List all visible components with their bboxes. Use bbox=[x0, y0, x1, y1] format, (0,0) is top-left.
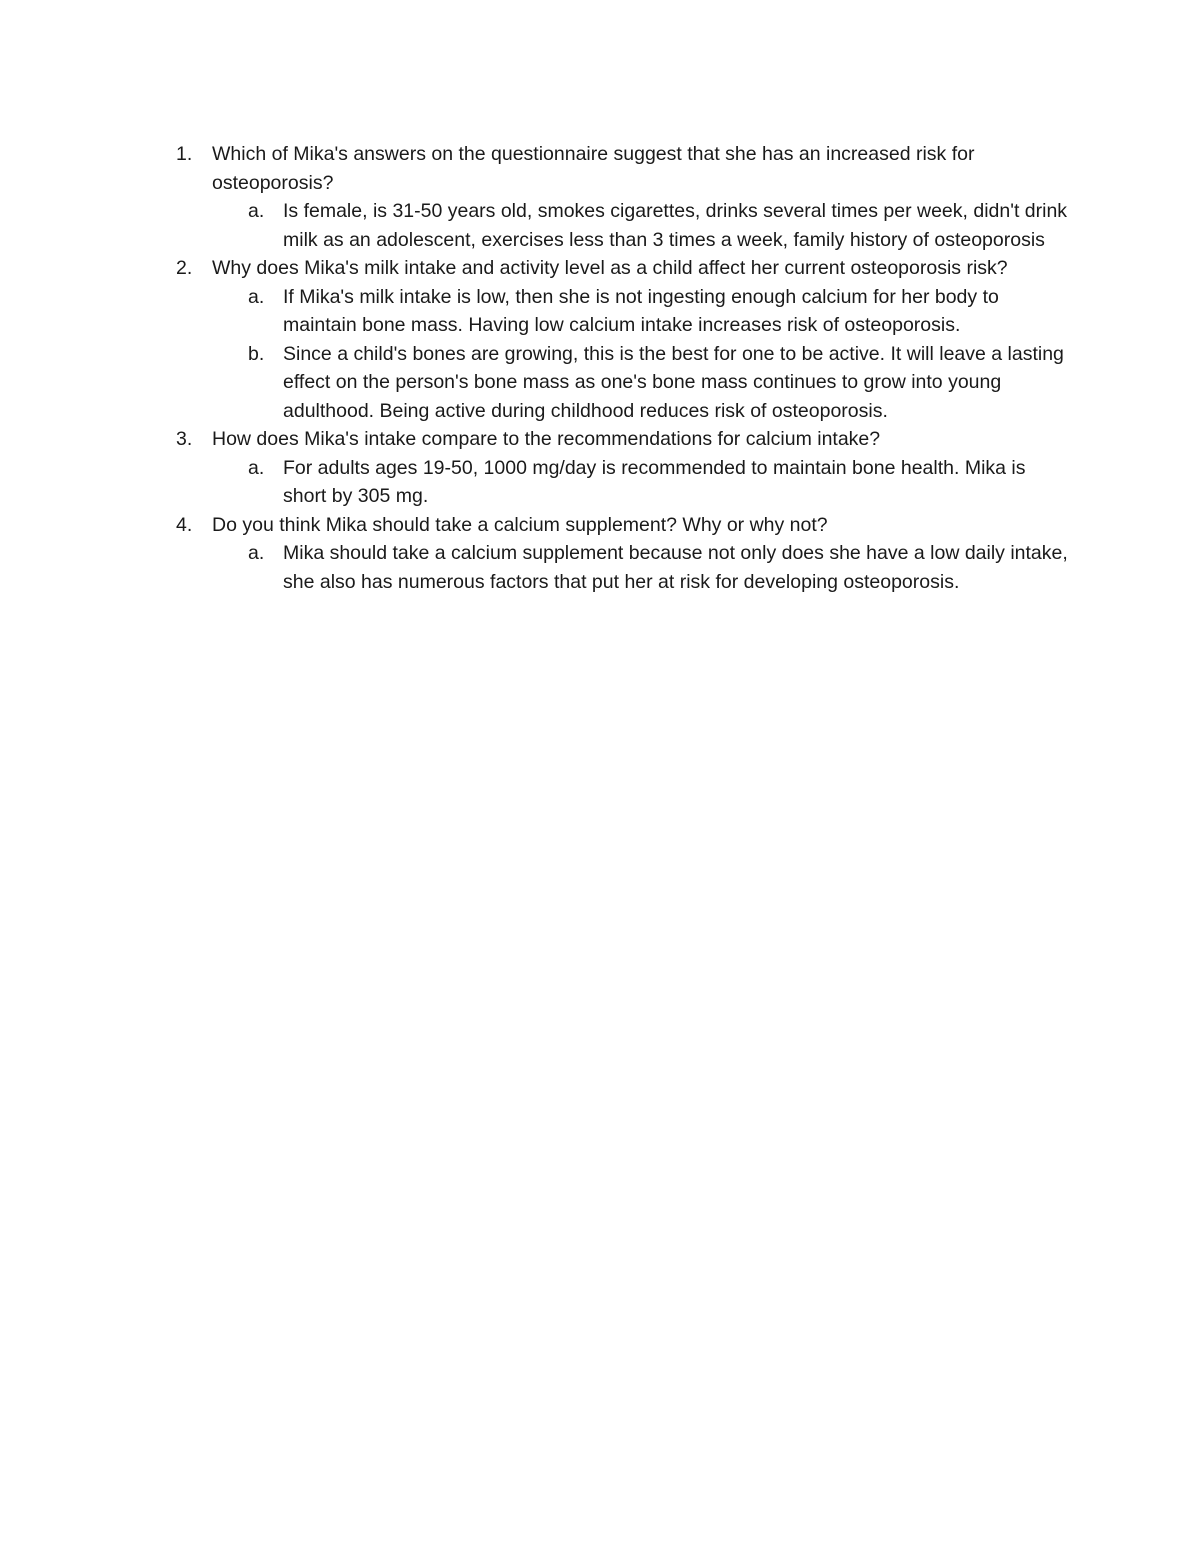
question-number: 3. bbox=[176, 428, 193, 450]
question-item-1 bbox=[170, 140, 1070, 254]
question-text: Which of Mika's answers on the questionnaire suggest that she has an increased risk for osteoporosis? bbox=[212, 143, 975, 194]
answer-item bbox=[212, 539, 1070, 596]
answer-text: For adults ages 19-50, 1000 mg/day is recommended to maintain bone health. Mika is short by 305 mg. bbox=[283, 456, 1026, 507]
question-number: 1. bbox=[176, 143, 193, 165]
answer-letter: a. bbox=[248, 542, 265, 564]
question-text: Why does Mika's milk intake and activity level as a child affect her current osteoporosis risk? bbox=[212, 257, 1008, 279]
question-item-3 bbox=[170, 425, 1070, 511]
answer-item bbox=[212, 340, 1070, 426]
answer-letter: a. bbox=[248, 200, 265, 222]
answer-letter: a. bbox=[248, 456, 265, 479]
question-text: Do you think Mika should take a calcium supplement? Why or why not? bbox=[212, 513, 828, 536]
question-list bbox=[170, 140, 1070, 596]
answer-list bbox=[212, 197, 1070, 254]
answer-item bbox=[212, 454, 1070, 511]
answer-text: Is female, is 31-50 years old, smokes cigarettes, drinks several times per week, didn't drink milk as an adolescent, exercises less than 3 times a week, family history of osteoporosis bbox=[283, 200, 1068, 251]
answer-text: If Mika's milk intake is low, then she is not ingesting enough calcium for her body to maintain bone mass. Having low calcium intake increases risk of osteoporosis. bbox=[283, 285, 999, 336]
question-number: 4. bbox=[176, 513, 193, 536]
question-text: How does Mika's intake compare to the recommendations for calcium intake? bbox=[212, 428, 881, 450]
answer-item bbox=[212, 283, 1070, 340]
question-number: 2. bbox=[176, 257, 193, 279]
answer-letter: b. bbox=[248, 342, 265, 365]
answer-list bbox=[212, 454, 1070, 511]
answer-text: Mika should take a calcium supplement because not only does she have a low daily intake, she also has numerous factors that put her at risk for developing osteoporosis. bbox=[283, 542, 1068, 593]
answer-list bbox=[212, 539, 1070, 596]
answer-list bbox=[212, 283, 1070, 426]
question-item-2 bbox=[170, 254, 1070, 425]
answer-item bbox=[212, 197, 1070, 254]
answer-text: Since a child's bones are growing, this is the best for one to be active. It will leave a lasting effect on the person's bone mass as one's bone mass continues to grow into young adulthood. Being active during childhood reduces risk of osteoporosis. bbox=[283, 342, 1064, 422]
answer-letter: a. bbox=[248, 285, 265, 308]
question-item-4 bbox=[170, 511, 1070, 597]
